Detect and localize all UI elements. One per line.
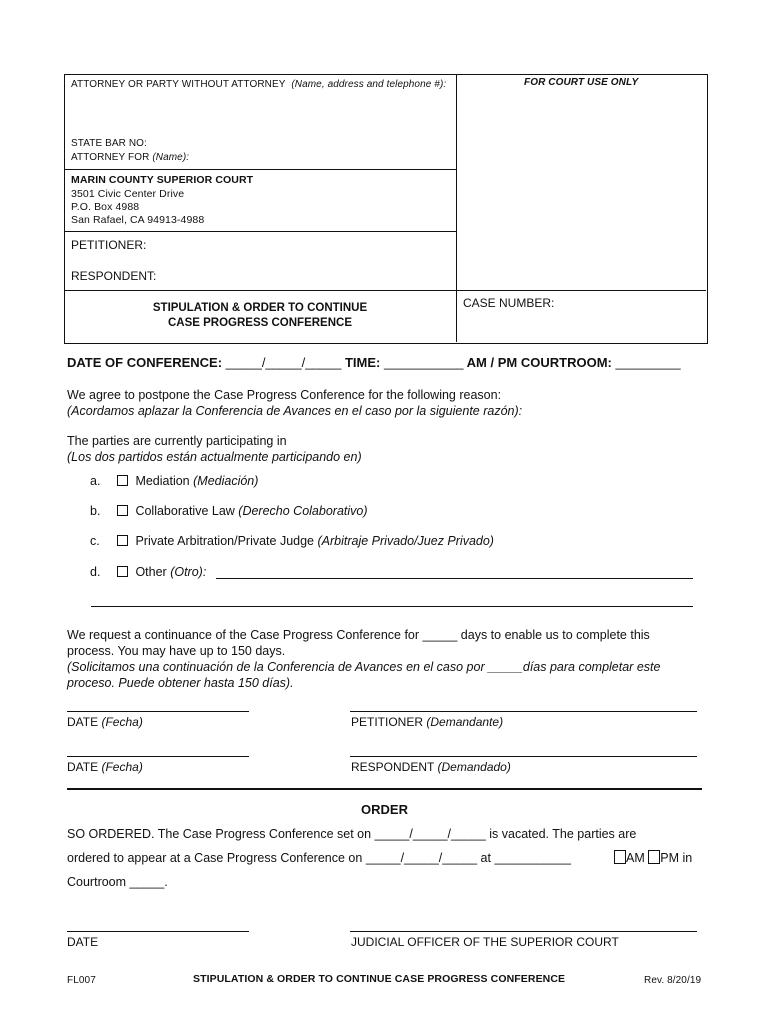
petitioner-signature-line[interactable] <box>350 711 697 712</box>
option-letter: d. <box>90 565 101 579</box>
order-at-text: at <box>480 851 491 865</box>
continuance-en-text-2: days to enable us to complete this <box>460 628 650 642</box>
conference-time-label: TIME: <box>344 355 381 370</box>
petitioner-label: PETITIONER: <box>71 238 147 252</box>
other-reason-line-1[interactable] <box>216 578 693 579</box>
continuance-es-text: (Solicitamos una continuación de la Conferencia de Avances en el caso por <box>67 660 485 674</box>
order-courtroom-field[interactable]: _____. <box>129 875 168 889</box>
pm-label: PM in <box>660 851 693 865</box>
attorney-for-hint: (Name): <box>152 152 190 163</box>
continuance-es-line1 <box>67 659 660 675</box>
continuance-es-line2: proceso. Puede obtener hasta 150 días). <box>67 676 294 690</box>
respondent-signature-text: RESPONDENT <box>351 760 435 774</box>
attorney-for-text: ATTORNEY FOR <box>71 152 150 163</box>
order-line2-text: ordered to appear at a Case Progress Conference on <box>67 851 363 865</box>
reason-intro-en: We agree to postpone the Case Progress Conference for the following reason: <box>67 388 502 402</box>
date1-signature-line[interactable] <box>67 711 249 712</box>
order-line3 <box>67 874 168 890</box>
conference-date-label: DATE OF CONFERENCE: <box>67 355 223 370</box>
option-other <box>90 564 206 580</box>
option-label: Mediation <box>135 474 190 488</box>
new-conference-time-field[interactable]: ___________ <box>494 851 571 865</box>
case-number-label: CASE NUMBER: <box>463 296 555 310</box>
conference-ampm: AM / PM <box>466 355 518 370</box>
date2-text: DATE <box>67 760 99 774</box>
date2-signature-line[interactable] <box>67 756 249 757</box>
date2-label <box>67 759 143 775</box>
caption-rule-parties <box>64 231 456 232</box>
parties-es: (Los dos partidos están actualmente participando en) <box>67 450 362 464</box>
option-label: Private Arbitration/Private Judge <box>135 534 315 548</box>
court-use-label: FOR COURT USE ONLY <box>524 77 639 88</box>
respondent-label: RESPONDENT: <box>71 269 157 283</box>
form-title-line1: STIPULATION & ORDER TO CONTINUE <box>152 302 368 314</box>
option-letter: b. <box>90 504 101 518</box>
collaborative-law-checkbox[interactable] <box>117 505 128 516</box>
parties-en: The parties are currently participating in <box>67 434 287 448</box>
pm-checkbox[interactable] <box>648 850 660 864</box>
new-conference-date-field[interactable]: _____/_____/_____ <box>365 851 478 865</box>
conference-courtroom-label: COURTROOM: <box>520 355 612 370</box>
court-address-line2: P.O. Box 4988 <box>71 201 140 213</box>
respondent-signature-text-es: (Demandado) <box>437 760 511 774</box>
order-date-line[interactable] <box>67 931 249 932</box>
court-address-line1: 3501 Civic Center Drive <box>71 188 185 200</box>
caption-rule-court <box>64 169 456 170</box>
conference-line <box>67 355 681 370</box>
date1-text-es: (Fecha) <box>101 715 143 729</box>
footer-title: STIPULATION & ORDER TO CONTINUE CASE PROGRESS CONFERENCE <box>193 973 566 985</box>
continuance-en-line2: process. You may have up to 150 days. <box>67 644 286 658</box>
mediation-checkbox[interactable] <box>117 475 128 486</box>
petitioner-signature-text-es: (Demandante) <box>426 715 504 729</box>
option-label-es: (Mediación) <box>193 474 259 488</box>
date2-text-es: (Fecha) <box>101 760 143 774</box>
attorney-label-text: ATTORNEY OR PARTY WITHOUT ATTORNEY <box>71 79 286 90</box>
caption-vertical-divider <box>456 74 457 342</box>
footer-rev: Rev. 8/20/19 <box>644 975 702 986</box>
continuance-en-text: We request a continuance of the Case Progress Conference for <box>67 628 420 642</box>
option-label-es: (Arbitraje Privado/Juez Privado) <box>317 534 494 548</box>
option-collaborative-law <box>90 503 368 519</box>
petitioner-signature-label <box>351 714 503 730</box>
continuance-en-line1 <box>67 627 650 643</box>
respondent-signature-label <box>351 759 511 775</box>
continuance-dias-field[interactable]: _____ <box>488 660 523 674</box>
continuance-days-field[interactable]: _____ <box>422 628 458 642</box>
option-label: Other <box>135 565 167 579</box>
conference-courtroom-field[interactable]: _________ <box>615 355 681 370</box>
respondent-signature-line[interactable] <box>350 756 697 757</box>
order-line2 <box>67 850 571 866</box>
conference-time-field[interactable]: ___________ <box>384 355 464 370</box>
attorney-label <box>71 79 446 90</box>
order-date-label: DATE <box>67 935 99 949</box>
option-label-es: (Derecho Colaborativo) <box>238 504 368 518</box>
private-arbitration-checkbox[interactable] <box>117 535 128 546</box>
other-checkbox[interactable] <box>117 566 128 577</box>
order-courtroom-text: Courtroom <box>67 875 127 889</box>
option-letter: c. <box>90 534 100 548</box>
option-private-arbitration <box>90 533 494 549</box>
order-line1-text: SO ORDERED. The Case Progress Conference set on <box>67 827 372 841</box>
court-name: MARIN COUNTY SUPERIOR COURT <box>71 174 254 186</box>
am-label: AM <box>626 851 645 865</box>
order-heading: ORDER <box>361 802 408 817</box>
petitioner-signature-text: PETITIONER <box>351 715 424 729</box>
other-reason-line-2[interactable] <box>91 606 693 607</box>
attorney-for-label <box>71 152 189 163</box>
vacated-date-field[interactable]: _____/_____/_____ <box>374 827 486 841</box>
footer-form-id: FL007 <box>67 975 96 986</box>
date1-text: DATE <box>67 715 99 729</box>
order-divider <box>67 788 702 790</box>
caption-rule-title <box>64 290 706 291</box>
conference-date-field[interactable]: _____/_____/_____ <box>225 355 342 370</box>
judicial-officer-line[interactable] <box>350 931 697 932</box>
state-bar-label: STATE BAR NO: <box>71 138 147 149</box>
court-address-line3: San Rafael, CA 94913-4988 <box>71 214 205 226</box>
order-line1-text-2: is vacated. The parties are <box>489 827 637 841</box>
option-mediation <box>90 473 258 489</box>
date1-label <box>67 714 143 730</box>
form-title-line2: CASE PROGRESS CONFERENCE <box>167 317 353 329</box>
option-letter: a. <box>90 474 101 488</box>
judicial-officer-label: JUDICIAL OFFICER OF THE SUPERIOR COURT <box>351 935 619 949</box>
option-label-es: (Otro): <box>170 565 207 579</box>
am-checkbox[interactable] <box>614 850 626 864</box>
order-line1 <box>67 826 636 842</box>
reason-intro-es: (Acordamos aplazar la Conferencia de Avances en el caso por la siguiente razón): <box>67 404 523 418</box>
option-label: Collaborative Law <box>135 504 235 518</box>
attorney-hint: (Name, address and telephone #): <box>291 79 447 90</box>
ampm-selector <box>614 850 692 866</box>
continuance-es-text-2: días para completar este <box>522 660 661 674</box>
